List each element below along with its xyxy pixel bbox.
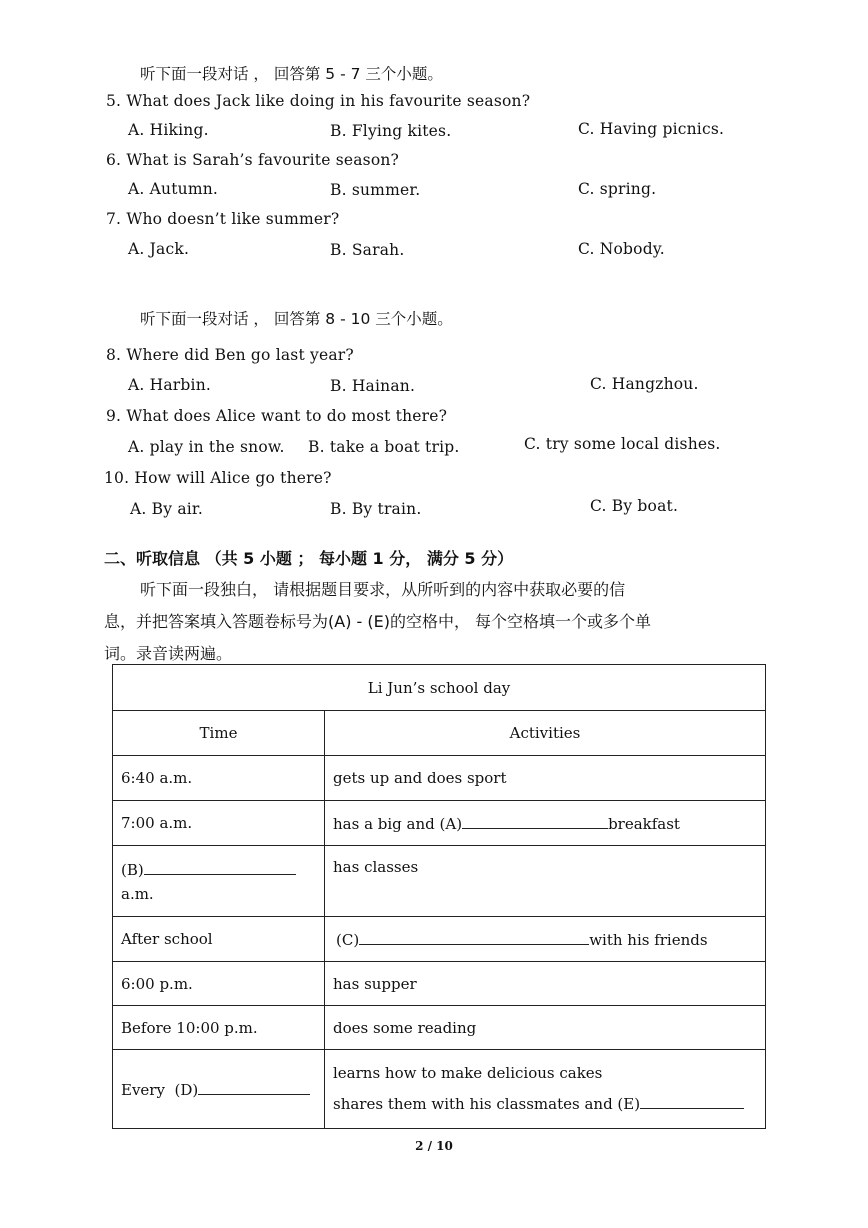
time-cell: After school [113, 917, 325, 962]
option-10a: A. By air. [130, 500, 203, 518]
option-10c: C. By boat. [590, 497, 679, 515]
option-7a: A. Jack. [128, 240, 190, 258]
option-5a: A. Hiking. [128, 121, 209, 139]
header-activities: Activities [325, 711, 766, 756]
activity-text: learns how to make delicious cakes [333, 1064, 603, 1082]
question-8: 8. Where did Ben go last year? [106, 346, 354, 364]
instructions-line-3: 词。录音读两遍。 [104, 644, 233, 663]
question-9: 9. What does Alice want to do most there? [106, 407, 448, 425]
instruction-8-10: 听下面一段对话 ， 回答第 8 - 10 三个小题。 [140, 310, 453, 328]
label-c: (C) [336, 930, 360, 949]
page-number: 2 / 10 [415, 1139, 453, 1153]
table-row [113, 1006, 766, 1050]
activity-cell: gets up and does sport [325, 756, 766, 801]
activity-cell [325, 917, 766, 962]
time-cell [113, 1050, 325, 1129]
option-8b: B. Hainan. [330, 377, 416, 395]
table-row [113, 846, 766, 917]
option-7b: B. Sarah. [330, 241, 405, 259]
option-5c: C. Having picnics. [578, 120, 725, 138]
instruction-5-7: 听下面一段对话 ， 回答第 5 - 7 三个小题。 [140, 65, 443, 83]
label-b: (B) [121, 861, 144, 879]
option-9c: C. try some local dishes. [524, 435, 721, 453]
option-5b: B. Flying kites. [330, 122, 452, 140]
time-cell: Before 10:00 p.m. [113, 1006, 325, 1050]
activity-cell [325, 801, 766, 846]
option-8c: C. Hangzhou. [590, 375, 699, 393]
answer-blank-d[interactable] [198, 1080, 310, 1095]
answer-blank-e[interactable] [640, 1094, 744, 1109]
table-row [113, 917, 766, 962]
option-9a: A. play in the snow. [128, 438, 285, 456]
time-suffix: a.m. [121, 885, 154, 903]
instructions-line-1: 听下面一段独白， 请根据题目要求，从所听到的内容中获取必要的信 [140, 580, 626, 599]
option-7c: C. Nobody. [578, 240, 665, 258]
option-6b: B. summer. [330, 181, 421, 199]
activity-text: breakfast [608, 814, 680, 833]
answer-blank-c[interactable] [359, 930, 589, 945]
section-heading: 二、听取信息 （共 5 小题 ； 每小题 1 分， 满分 5 分） [104, 549, 514, 568]
activity-cell: has classes [325, 846, 766, 917]
time-cell: 6:40 a.m. [113, 756, 325, 801]
table-row [113, 962, 766, 1006]
table-header-row [113, 711, 766, 756]
option-6a: A. Autumn. [128, 180, 219, 198]
table-row [113, 756, 766, 801]
school-day-table [112, 664, 766, 1129]
table-row [113, 1050, 766, 1129]
answer-blank-a[interactable] [462, 814, 608, 829]
table-row [113, 801, 766, 846]
question-5: 5. What does Jack like doing in his favourite season? [106, 92, 531, 110]
table-title: Li Jun’s school day [113, 665, 766, 711]
header-time: Time [113, 711, 325, 756]
option-9b: B. take a boat trip. [308, 438, 460, 456]
answer-blank-b[interactable] [144, 860, 296, 875]
activity-text: with his friends [589, 930, 708, 949]
question-6: 6. What is Sarah’s favourite season? [106, 151, 400, 169]
question-10: 10. How will Alice go there? [104, 469, 332, 487]
question-7: 7. Who doesn’t like summer? [106, 210, 340, 228]
option-8a: A. Harbin. [128, 376, 212, 394]
activity-cell [325, 1050, 766, 1129]
table-title-row [113, 665, 766, 711]
time-cell: 6:00 p.m. [113, 962, 325, 1006]
time-cell: 7:00 a.m. [113, 801, 325, 846]
label-d: Every (D) [121, 1080, 199, 1099]
option-6c: C. spring. [578, 180, 657, 198]
activity-text: shares them with his classmates and (E) [333, 1095, 641, 1113]
time-cell [113, 846, 325, 917]
instructions-line-2: 息，并把答案填入答题卷标号为(A) - (E)的空格中， 每个空格填一个或多个单 [104, 612, 652, 631]
activity-text: has a big and (A) [333, 814, 463, 833]
option-10b: B. By train. [330, 500, 422, 518]
activity-cell: does some reading [325, 1006, 766, 1050]
activity-cell: has supper [325, 962, 766, 1006]
